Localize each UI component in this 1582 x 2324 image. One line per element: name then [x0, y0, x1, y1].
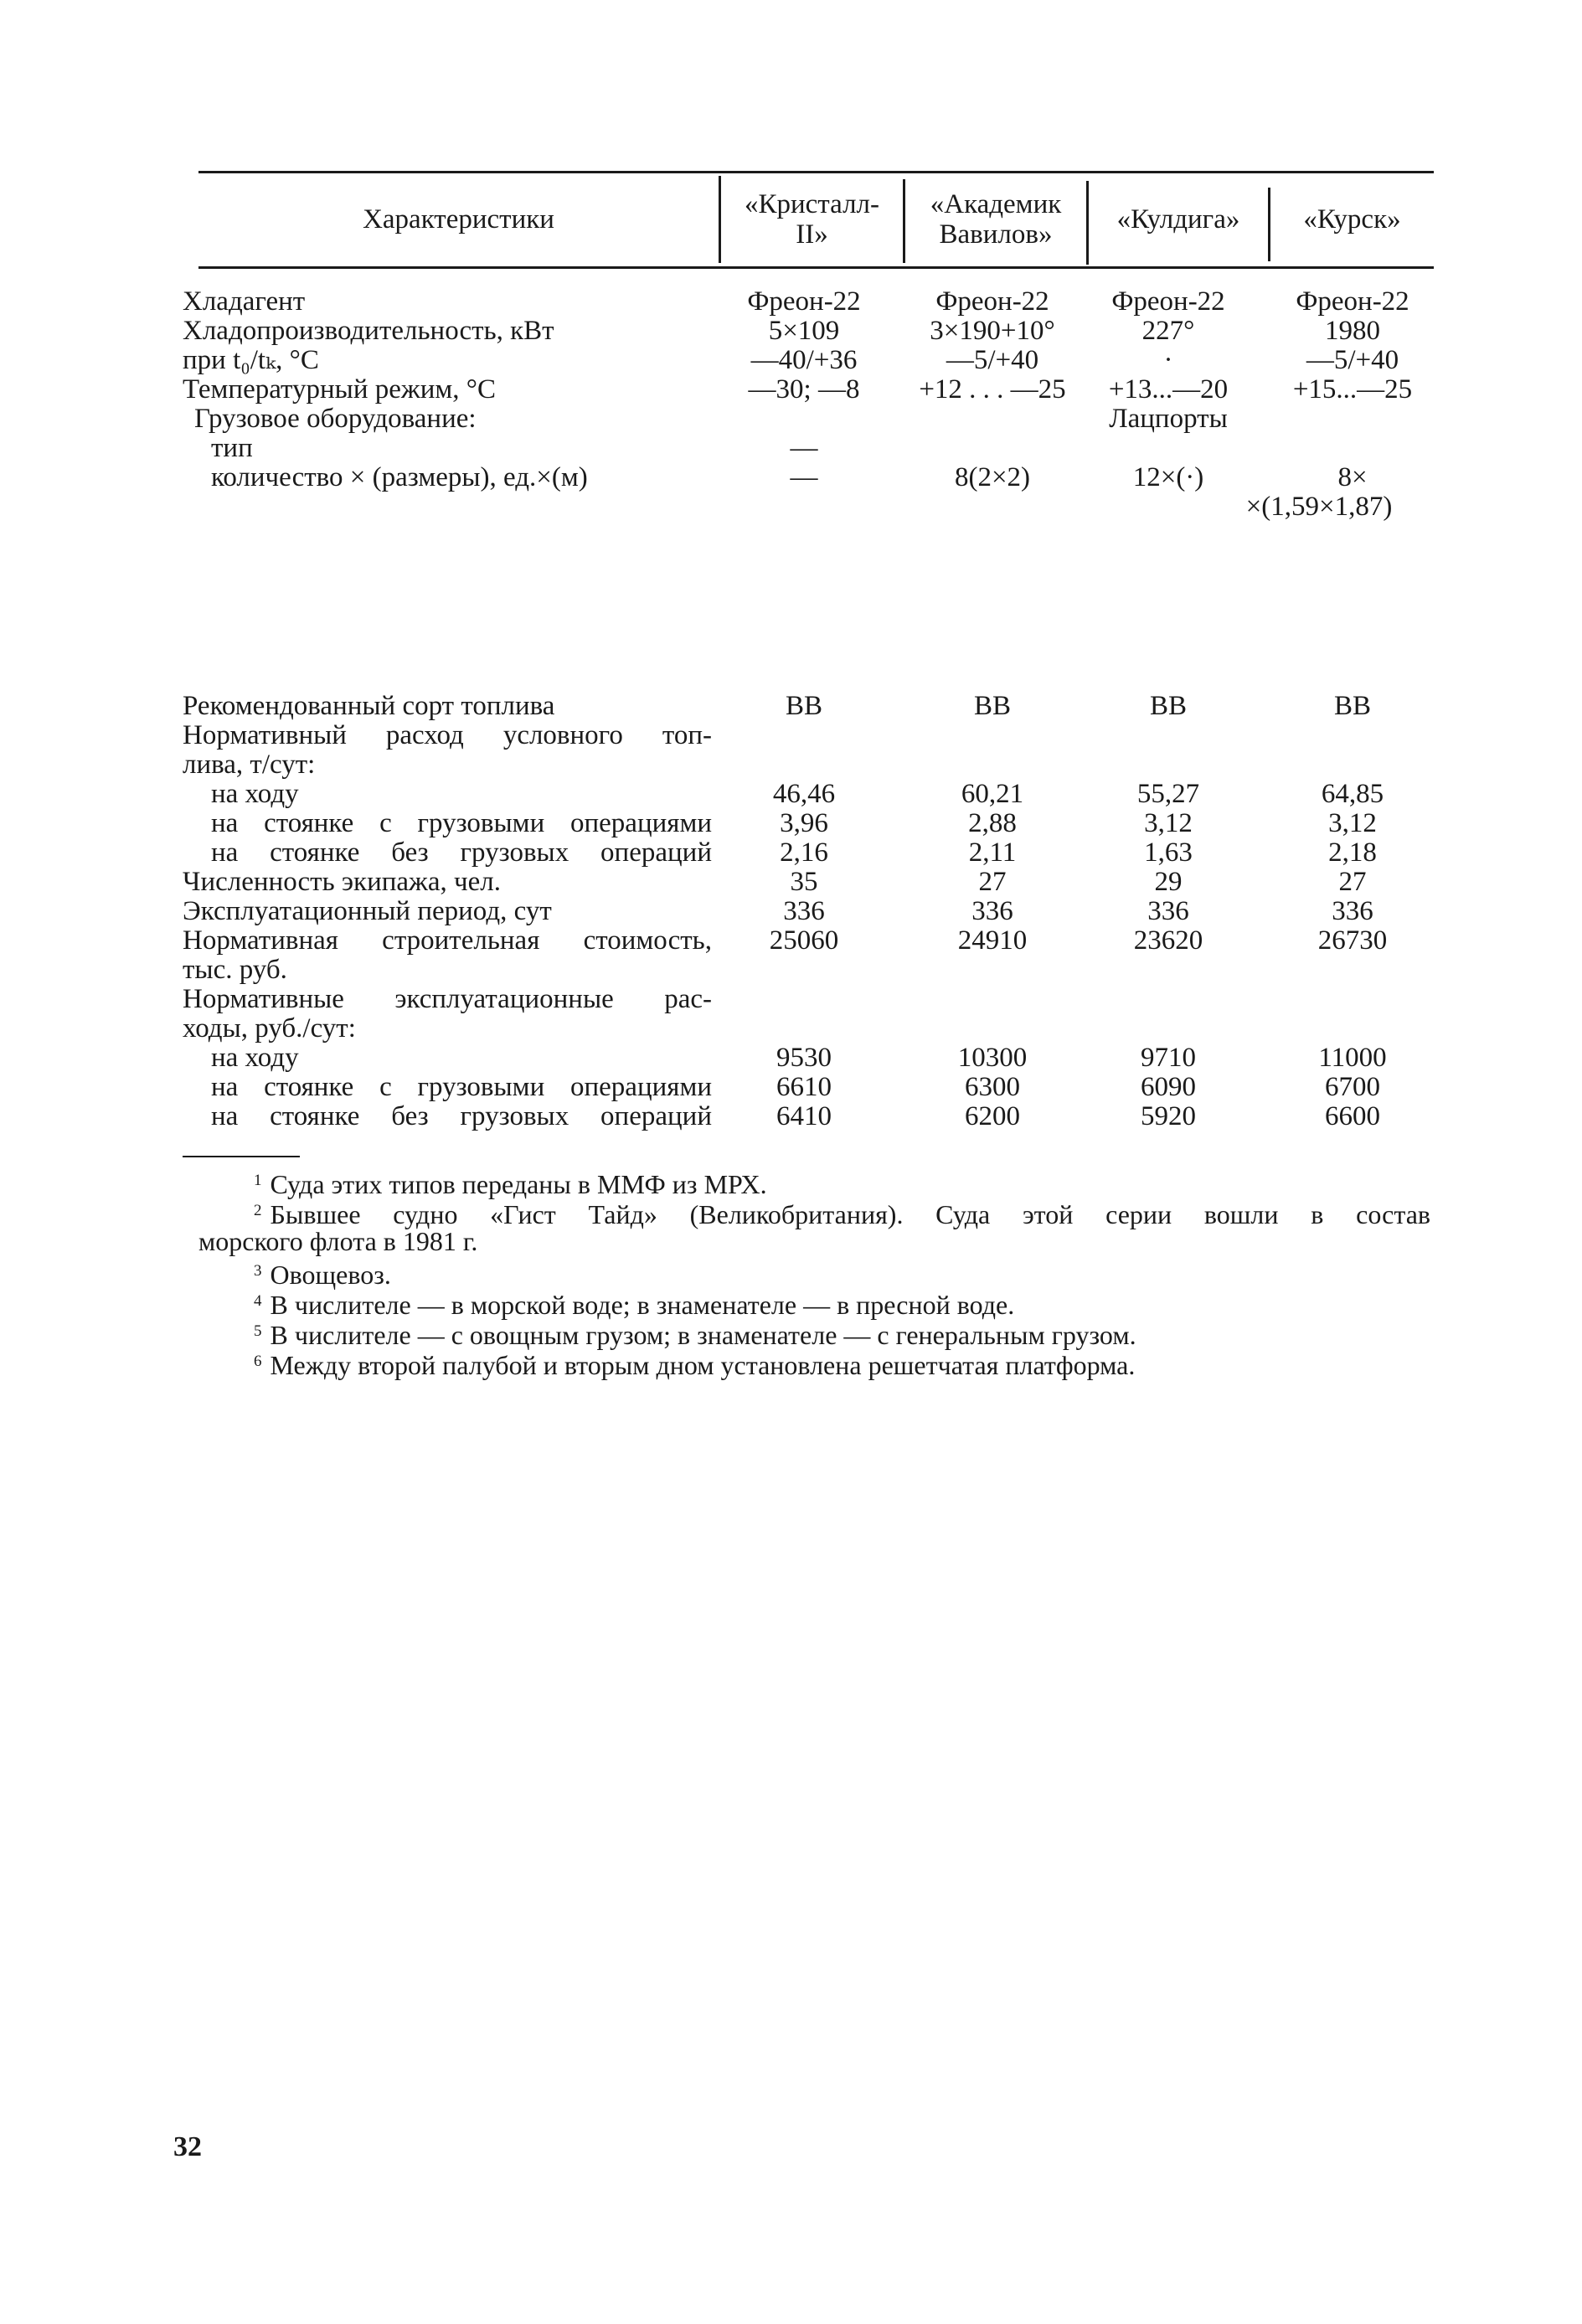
cell-value: 3,96	[780, 808, 828, 838]
footnote-number: 1	[254, 1172, 262, 1189]
cell-value: 336	[1332, 896, 1373, 926]
cell-value: ВВ	[1149, 691, 1188, 721]
row-label: при t₀/tₖ, °С	[183, 345, 319, 375]
cell-value: 3,12	[1328, 808, 1377, 838]
row-label: на ходу	[211, 779, 299, 809]
cell-value: 23620	[1133, 925, 1203, 956]
footnote-number: 3	[254, 1262, 262, 1280]
table-row	[0, 721, 1582, 750]
table-row	[0, 868, 1582, 897]
cell-value: 6700	[1325, 1072, 1380, 1102]
cell-value: 9530	[776, 1043, 832, 1073]
cell-value: Фреон-22	[1296, 286, 1409, 317]
table-row	[0, 956, 1582, 985]
cell-value: 1980	[1325, 316, 1380, 346]
cell-value: —	[790, 462, 818, 492]
footnote-number: 2	[254, 1202, 262, 1219]
footnote-rule	[183, 1156, 300, 1157]
row-label: на стоянке с грузовыми операциями	[211, 808, 712, 838]
table-row	[0, 375, 1582, 405]
footnote	[254, 1347, 1135, 1380]
cell-value: 336	[783, 896, 825, 926]
row-label: Нормативные эксплуатационные рас-	[183, 984, 712, 1014]
cell-value: 6600	[1325, 1101, 1380, 1131]
row-label: Численность экипажа, чел.	[183, 867, 501, 897]
table-row	[0, 1043, 1582, 1073]
row-label: тыс. руб.	[183, 955, 287, 985]
table-row	[0, 897, 1582, 926]
row-label: Температурный режим, °С	[183, 374, 496, 405]
table-row	[0, 492, 1582, 522]
cell-value: —40/+36	[750, 345, 858, 375]
table-row	[0, 1073, 1582, 1102]
cell-value: Фреон-22	[935, 286, 1049, 317]
table-row	[0, 985, 1582, 1014]
row-label: Рекомендованный сорт топлива	[183, 691, 555, 721]
header-kuldiga: «Кулдига»	[1116, 204, 1240, 234]
cell-value: 336	[971, 896, 1013, 926]
table-top-rule	[198, 171, 1434, 173]
footnote	[254, 1317, 1136, 1350]
cell-value: 5920	[1141, 1101, 1196, 1131]
cell-value: 2,16	[780, 837, 828, 868]
footnote	[254, 1196, 1430, 1229]
footnote-number: 5	[254, 1322, 262, 1340]
cell-value: 8(2×2)	[954, 462, 1031, 492]
cell-value: ВВ	[785, 691, 823, 721]
table-row	[0, 287, 1582, 317]
cell-value: 27	[978, 867, 1007, 897]
cell-value: ВВ	[973, 691, 1012, 721]
cell-value: 27	[1338, 867, 1367, 897]
row-label: Хладагент	[183, 286, 306, 317]
table-row	[0, 317, 1582, 346]
cell-value: 35	[790, 867, 818, 897]
table-header-rule	[198, 266, 1434, 269]
table-row	[0, 926, 1582, 956]
footnote	[254, 1166, 767, 1199]
cell-value: 3,12	[1144, 808, 1193, 838]
cell-value: 227°	[1141, 316, 1195, 346]
table-row	[0, 434, 1582, 463]
table-row	[0, 346, 1582, 375]
row-label: тип	[211, 433, 253, 463]
row-label: ходы, руб./сут:	[183, 1013, 356, 1043]
cell-value: 336	[1147, 896, 1189, 926]
cell-value: 10300	[957, 1043, 1028, 1073]
cell-value: 6300	[965, 1072, 1020, 1102]
header-characteristics: Характеристики	[363, 204, 554, 234]
table-row	[0, 1102, 1582, 1131]
cell-value: +13...—20	[1108, 374, 1229, 405]
cell-value: 11000	[1318, 1043, 1387, 1073]
row-label: Нормативный расход условного топ-	[183, 720, 712, 750]
cell-value: 6610	[776, 1072, 832, 1102]
row-label: на ходу	[211, 1043, 299, 1073]
table-row	[0, 405, 1582, 434]
footnote-number: 4	[254, 1292, 262, 1310]
table-row	[0, 463, 1582, 492]
footnote-text: Бывшее судно «Гист Тайд» (Великобритания). Суда этой серии вошли в состав	[270, 1199, 1430, 1229]
cell-value: 25060	[769, 925, 839, 956]
table-row	[0, 838, 1582, 868]
page-number: 32	[173, 2131, 202, 2162]
cell-value: Лацпорты	[1109, 404, 1228, 434]
row-label: количество × (размеры), ед.×(м)	[211, 462, 588, 492]
header-akademik-vavilov: «Академик Вавилов»	[930, 189, 1062, 250]
header-kursk: «Курск»	[1303, 204, 1401, 234]
footnote-number: 6	[254, 1353, 262, 1370]
cell-value: 2,11	[968, 837, 1017, 868]
cell-value: —30; —8	[748, 374, 860, 405]
cell-value: 6090	[1141, 1072, 1196, 1102]
table-row	[0, 750, 1582, 780]
row-label: на стоянке без грузовых операций	[211, 837, 712, 868]
footnote-text: Овощевоз.	[270, 1260, 391, 1290]
footnote-text: В числителе — в морской воде; в знаменателе — в пресной воде.	[270, 1290, 1015, 1320]
cell-value: —	[790, 433, 818, 463]
footnote-text: В числителе — с овощным грузом; в знаменателе — с генеральным грузом.	[270, 1320, 1136, 1350]
cell-value: 9710	[1141, 1043, 1196, 1073]
footnote-text: Суда этих типов переданы в ММФ из МРХ.	[270, 1169, 767, 1199]
row-label: лива, т/сут:	[183, 750, 316, 780]
table-row	[0, 809, 1582, 838]
cell-value: ×(1,59×1,87)	[1245, 492, 1393, 522]
cell-value: 64,85	[1321, 779, 1384, 809]
cell-value: 26730	[1317, 925, 1388, 956]
cell-value: ·	[1163, 345, 1173, 375]
cell-value: 55,27	[1136, 779, 1200, 809]
footnote-continuation	[198, 1226, 477, 1256]
cell-value: 3×190+10°	[930, 316, 1055, 346]
cell-value: +12 . . . —25	[919, 374, 1066, 405]
header-kristall: «Кристалл- II»	[744, 189, 879, 250]
cell-value: 6200	[965, 1101, 1020, 1131]
footnote	[254, 1286, 1014, 1320]
row-label: на стоянке с грузовыми операциями	[211, 1072, 712, 1102]
cell-value: —5/+40	[1306, 345, 1399, 375]
table-row	[0, 692, 1582, 721]
footnote	[254, 1256, 391, 1290]
row-label: на стоянке без грузовых операций	[211, 1101, 712, 1131]
cell-value: 12×(·)	[1132, 462, 1204, 492]
cell-value: +15...—25	[1292, 374, 1413, 405]
cell-value: 6410	[776, 1101, 832, 1131]
cell-value: 1,63	[1144, 837, 1193, 868]
cell-value: 46,46	[772, 779, 836, 809]
table-row	[0, 780, 1582, 809]
cell-value: ВВ	[1333, 691, 1372, 721]
cell-value: —5/+40	[946, 345, 1039, 375]
footnote-text: морского флота в 1981 г.	[198, 1226, 478, 1256]
row-label: Нормативная строительная стоимость,	[183, 925, 712, 956]
table-row	[0, 1014, 1582, 1043]
row-label: Эксплуатационный период, сут	[183, 896, 552, 926]
cell-value: 5×109	[768, 316, 840, 346]
cell-value: 60,21	[961, 779, 1024, 809]
cell-value: 29	[1154, 867, 1183, 897]
row-label: Грузовое оборудование:	[194, 404, 477, 434]
cell-value: 2,88	[968, 808, 1017, 838]
cell-value: 24910	[957, 925, 1028, 956]
cell-value: 8×	[1337, 462, 1368, 492]
cell-value: 2,18	[1328, 837, 1377, 868]
row-label: Хладопроизводительность, кВт	[183, 316, 554, 346]
cell-value: Фреон-22	[747, 286, 861, 317]
cell-value: Фреон-22	[1111, 286, 1225, 317]
footnote-text: Между второй палубой и вторым дном установлена решетчатая платформа.	[270, 1350, 1136, 1380]
